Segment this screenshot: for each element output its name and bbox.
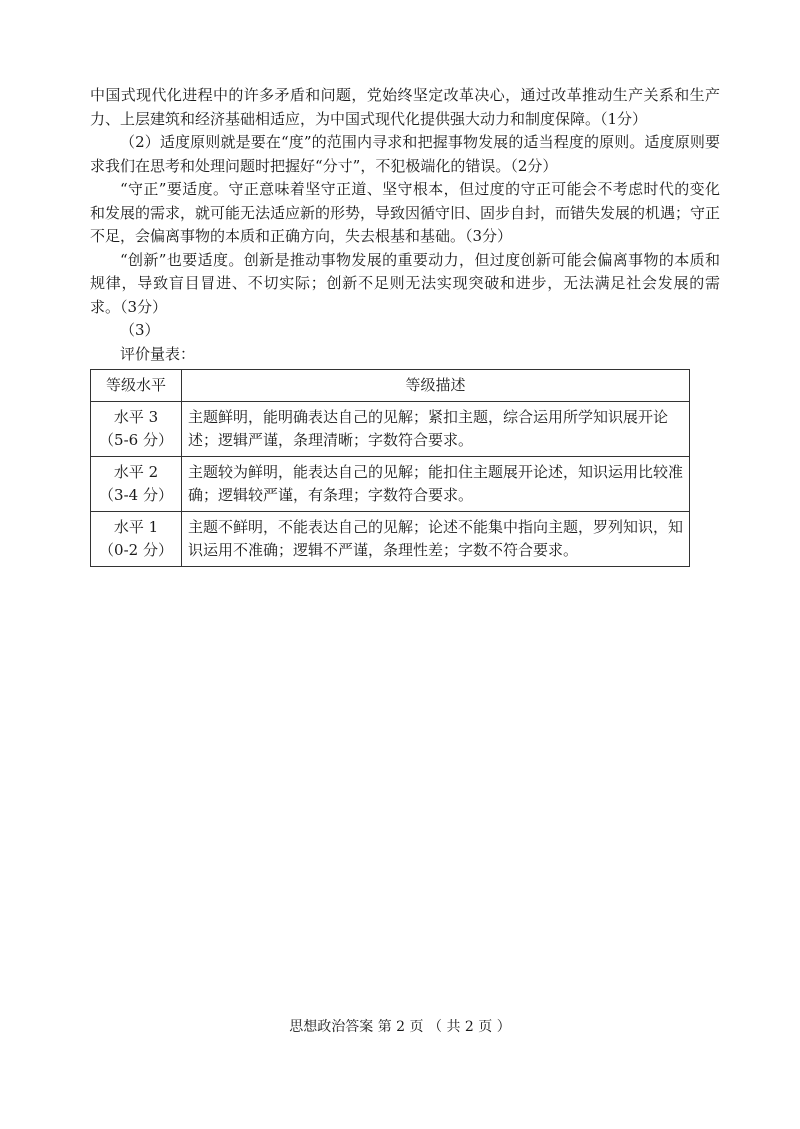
table-header-row [91, 370, 690, 402]
document-body [90, 84, 720, 567]
level-cell [91, 457, 182, 512]
page-footer: 思想政治答案 第 2 页 （ 共 2 页 ） [289, 1019, 511, 1035]
level-name: 水平 2 [113, 463, 159, 481]
level-score: （0-2 分） [99, 541, 173, 559]
level-score: （5-6 分） [99, 431, 173, 449]
paragraph-moderation-principle: （2）适度原则就是要在“度”的范围内寻求和把握事物发展的适当程度的原则。适度原则要求我们在思考和处理问题时把握好“分寸”，不犯极端化的错误。（2分） [90, 133, 720, 175]
paragraph-innovation: “创新”也要适度。创新是推动事物发展的重要动力，但过度创新可能会偏离事物的本质和规律，导致盲目冒进、不切实际；创新不足则无法实现突破和进步，无法满足社会发展的需求。（3分） [90, 250, 720, 316]
description-cell: 主题不鲜明，不能表达自己的见解；论述不能集中指向主题，罗列知识，知识运用不准确；逻辑不严谨，条理性差；字数不符合要求。 [182, 512, 690, 567]
level-name: 水平 1 [113, 518, 159, 536]
level-cell [91, 512, 182, 567]
paragraph-shouzheng: “守正”要适度。守正意味着坚守正道、坚守根本，但过度的守正可能会不考虑时代的变化和发展的需求，就可能无法适应新的形势，导致因循守旧、固步自封，而错失发展的机遇；守正不足，会偏离事物的本质和正确方向，失去根基和基础。（3分） [90, 180, 721, 245]
rubric-table [90, 369, 690, 567]
level-score: （3-4 分） [99, 486, 173, 504]
table-row [91, 402, 690, 457]
level-cell [91, 402, 182, 457]
table-row [91, 512, 690, 567]
header-level: 等级水平 [91, 370, 182, 402]
question-3-label: （3） [120, 321, 160, 339]
table-row [91, 457, 690, 512]
table-caption: 评价量表： [120, 344, 196, 363]
header-description: 等级描述 [182, 370, 690, 402]
paragraph-reform: 中国式现代化进程中的许多矛盾和问题，党始终坚定改革决心，通过改革推动生产关系和生产力、上层建筑和经济基础相适应，为中国式现代化提供强大动力和制度保障。（1分） [90, 86, 720, 128]
description-cell: 主题较为鲜明，能表达自己的见解；能扣住主题展开论述，知识运用比较准确；逻辑较严谨，有条理；字数符合要求。 [182, 457, 690, 512]
level-name: 水平 3 [113, 408, 159, 426]
description-cell: 主题鲜明，能明确表达自己的见解；紧扣主题，综合运用所学知识展开论述；逻辑严谨，条理清晰；字数符合要求。 [182, 402, 690, 457]
